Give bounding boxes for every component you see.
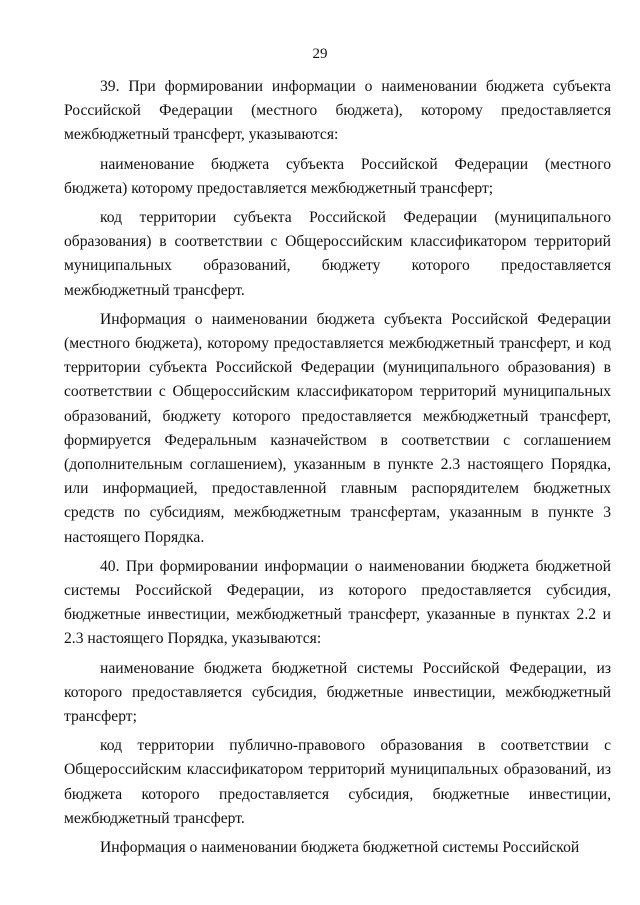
- paragraph-39-intro: 39. При формировании информации о наименовании бюджета субъекта Российской Федерации (местного бюджета), которому предоставляется межбюджетный трансферт, указываются:: [64, 78, 611, 144]
- paragraph-budget-name: наименование бюджета субъекта Российской Федерации (местного бюджета) которому предоставляется межбюджетный трансферт;: [64, 155, 611, 197]
- paragraph-budget-system-name: наименование бюджета бюджетной системы Российской Федерации, из которого предоставляется субсидия, бюджетные инвестиции, межбюджетный трансферт;: [64, 659, 611, 726]
- paragraph-public-entity-code: код территории публично-правового образования в соответствии с Общероссийским классификатором территорий муниципальных образований, из бюджета которого предоставляется субсидия, бюджетные инвестиции, межбюджетный трансферт.: [64, 737, 611, 827]
- paragraph-40-intro: 40. При формировании информации о наименовании бюджета бюджетной системы Российской Федерации, из которого предоставляется субсидия, бюджетные инвестиции, межбюджетный трансферт, указанные в пунктах 2.2 и 2.3 настоящего Порядка, указываются:: [64, 557, 611, 648]
- document-body: [64, 75, 611, 865]
- paragraph-information-formation: Информация о наименовании бюджета субъекта Российской Федерации (местного бюджета), которому предоставляется межбюджетный трансферт, и код территории субъекта Российской Федерации (муниципального образования) в соответствии с Общероссийским классификатором территорий муниципальных образований, бюджету которого предоставляется межбюджетный трансферт, формируется Федеральным казначейством в соответствии с соглашением (дополнительным соглашением), указанным в пункте 2.3 настоящего Порядка, или информацией, предоставленной главным распорядителем бюджетных средств по субсидиям, межбюджетным трансфертам, указанным в пункте 3 настоящего Порядка.: [64, 310, 611, 546]
- paragraph-territory-code: код территории субъекта Российской Федерации (муниципального образования) в соответствии с Общероссийским классификатором территорий муниципальных образований, бюджету которого предоставляется межбюджетный трансферт.: [64, 209, 611, 299]
- paragraph-information-continued: Информация о наименовании бюджета бюджетной системы Российской: [100, 839, 580, 857]
- page-number: 29: [312, 46, 328, 62]
